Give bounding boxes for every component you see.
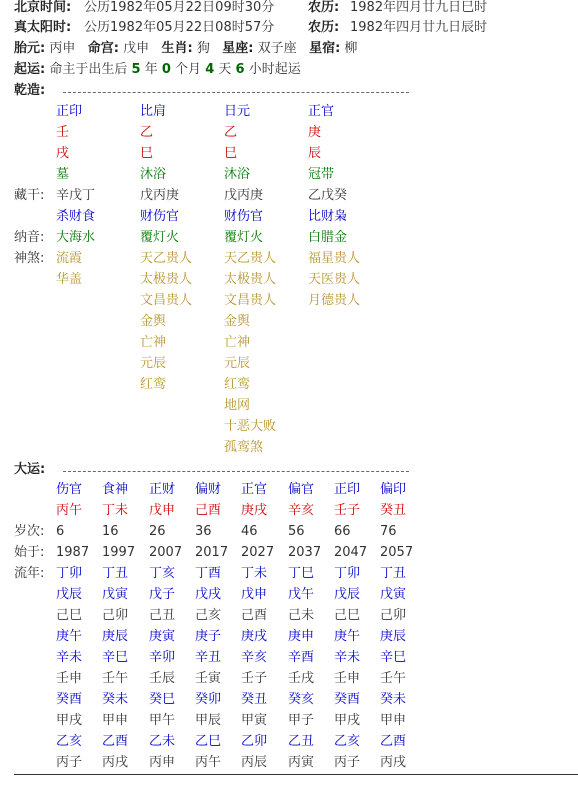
- pillar-canggan: 辛戊丁: [56, 188, 96, 203]
- qiyun-hours-unit: 小时起运: [248, 62, 301, 77]
- liunian-cell: 丙申: [149, 755, 176, 770]
- pillar-shensha-item: 华盖: [56, 272, 83, 287]
- liunian-cell: 己巳: [56, 608, 83, 623]
- liunian-cell: 癸卯: [195, 692, 222, 707]
- dayun-shishen: 偏官: [288, 482, 315, 497]
- shengxiao-value: 狗: [196, 41, 210, 56]
- liunian-cell: 甲戌: [56, 713, 83, 728]
- dayun-suici: 56: [288, 524, 305, 539]
- liunian-cell: 乙巳: [195, 734, 222, 749]
- xingzuo-label: 星座:: [222, 41, 254, 56]
- liunian-cell: 辛酉: [288, 650, 315, 665]
- pillar-gan: 庚: [308, 125, 322, 140]
- dayun-shishen: 正官: [241, 482, 268, 497]
- liunian-cell: 乙卯: [241, 734, 268, 749]
- dayun-shiyu: 2017: [195, 545, 229, 560]
- liunian-cell: 甲子: [288, 713, 315, 728]
- taiyuan-value: 丙申: [49, 41, 76, 56]
- liunian-cell: 乙亥: [334, 734, 361, 749]
- pillar-shensha-item: 金舆: [224, 314, 251, 329]
- liunian-cell: 丁未: [241, 566, 268, 581]
- liunian-label: 流年:: [14, 566, 45, 581]
- dayun-shiyu: 1997: [102, 545, 136, 560]
- liunian-cell: 甲申: [380, 713, 407, 728]
- liunian-cell: 壬午: [102, 671, 129, 686]
- liunian-cell: 戊寅: [380, 587, 407, 602]
- liunian-cell: 乙酉: [380, 734, 407, 749]
- liunian-cell: 癸亥: [288, 692, 315, 707]
- pillar-shensha-item: 金舆: [140, 314, 167, 329]
- liunian-cell: 辛丑: [195, 650, 222, 665]
- solar-time-label: 真太阳时:: [14, 20, 72, 35]
- dayun-shiyu: 2037: [288, 545, 322, 560]
- minggong-label: 命宫:: [87, 41, 119, 56]
- pillar-gan: 乙: [140, 125, 154, 140]
- pillar-shensha-item: 十恶大败: [224, 419, 277, 434]
- qiyun-label: 起运:: [14, 62, 46, 77]
- liunian-cell: 癸巳: [149, 692, 176, 707]
- qianzao-label: 乾造:: [14, 83, 46, 98]
- nayin-label: 纳音:: [14, 230, 45, 245]
- pillar-canggan: 戊丙庚: [140, 188, 180, 203]
- pillar-shishen: 日元: [224, 104, 251, 119]
- shiyu-label: 始于:: [14, 545, 45, 560]
- liunian-cell: 丁亥: [149, 566, 176, 581]
- minggong-value: 戊申: [123, 41, 150, 56]
- pillar-gan: 壬: [56, 125, 70, 140]
- liunian-cell: 庚寅: [149, 629, 176, 644]
- liunian-cell: 戊申: [241, 587, 268, 602]
- liunian-cell: 辛巳: [380, 650, 407, 665]
- pillar-zhi: 戌: [56, 146, 70, 161]
- qiyun-years: 5: [131, 62, 141, 77]
- dayun-shishen: 正印: [334, 482, 361, 497]
- dayun-suici: 16: [102, 524, 119, 539]
- liunian-cell: 辛巳: [102, 650, 129, 665]
- pillar-zhi: 巳: [140, 146, 154, 161]
- pillar-shensha-item: 红鸾: [140, 377, 167, 392]
- liunian-cell: 壬申: [56, 671, 83, 686]
- dayun-suici: 26: [149, 524, 166, 539]
- pillar-shensha-item: 文昌贵人: [224, 293, 277, 308]
- qiyun-months-unit: 个月: [175, 62, 202, 77]
- liunian-cell: 壬子: [241, 671, 268, 686]
- qianzao-divider: [63, 92, 409, 93]
- liunian-cell: 戊戌: [195, 587, 222, 602]
- pillar-shensha-item: 流霞: [56, 251, 83, 266]
- dayun-ganzhi: 丁未: [102, 503, 129, 518]
- liunian-cell: 庚戌: [241, 629, 268, 644]
- pillar-shensha-item: 天乙贵人: [140, 251, 193, 266]
- liunian-cell: 丙子: [56, 755, 83, 770]
- liunian-cell: 辛卯: [149, 650, 176, 665]
- pillar-shishen: 正官: [308, 104, 335, 119]
- liunian-cell: 己丑: [149, 608, 176, 623]
- dayun-shishen: 偏印: [380, 482, 407, 497]
- liunian-cell: 丙戌: [380, 755, 407, 770]
- pillar-changsheng: 沐浴: [140, 167, 167, 182]
- pillar-shensha-item: 太极贵人: [224, 272, 277, 287]
- liunian-cell: 丁酉: [195, 566, 222, 581]
- liunian-cell: 丁丑: [380, 566, 407, 581]
- liunian-cell: 戊午: [288, 587, 315, 602]
- liunian-cell: 甲辰: [195, 713, 222, 728]
- dayun-ganzhi: 丙午: [56, 503, 83, 518]
- liunian-cell: 丙辰: [241, 755, 268, 770]
- dayun-shiyu: 2027: [241, 545, 275, 560]
- liunian-cell: 己酉: [241, 608, 268, 623]
- pillar-shensha-item: 天乙贵人: [224, 251, 277, 266]
- liunian-cell: 乙酉: [102, 734, 129, 749]
- beijing-time-label: 北京时间:: [14, 0, 72, 15]
- liunian-cell: 丁卯: [334, 566, 361, 581]
- dayun-shishen: 偏财: [195, 482, 222, 497]
- liunian-cell: 丙子: [334, 755, 361, 770]
- qiyun-row: [14, 62, 301, 78]
- liunian-cell: 丁丑: [102, 566, 129, 581]
- canggan-label: 藏干:: [14, 188, 45, 203]
- dayun-shishen: 伤官: [56, 482, 83, 497]
- dayun-suici: 36: [195, 524, 212, 539]
- liunian-cell: 庚辰: [102, 629, 129, 644]
- pillar-nayin: 覆灯火: [140, 230, 180, 245]
- pillar-shensha-item: 太极贵人: [140, 272, 193, 287]
- dayun-label: 大运:: [14, 462, 46, 477]
- pillar-shensha-item: 天医贵人: [308, 272, 361, 287]
- liunian-cell: 癸酉: [334, 692, 361, 707]
- liunian-cell: 乙丑: [288, 734, 315, 749]
- qiyun-prefix: 命主于出生后: [49, 62, 128, 77]
- pillar-gan: 乙: [224, 125, 238, 140]
- pillar-shensha-item: 红鸾: [224, 377, 251, 392]
- dayun-suici: 6: [56, 524, 65, 539]
- liunian-cell: 庚辰: [380, 629, 407, 644]
- beijing-time-value: 公历1982年05月22日09时30分: [84, 0, 275, 15]
- liunian-cell: 癸酉: [56, 692, 83, 707]
- taiyuan-label: 胎元:: [14, 41, 46, 56]
- liunian-cell: 己卯: [102, 608, 129, 623]
- pillar-canggan: 乙戊癸: [308, 188, 348, 203]
- xingxiu-value: 柳: [344, 41, 358, 56]
- liunian-cell: 甲寅: [241, 713, 268, 728]
- pillar-shensha-item: 亡神: [224, 335, 251, 350]
- liunian-cell: 庚子: [195, 629, 222, 644]
- dayun-ganzhi: 壬子: [334, 503, 361, 518]
- qiyun-years-unit: 年: [144, 62, 158, 77]
- xingzuo-value: 双子座: [257, 41, 297, 56]
- liunian-cell: 乙亥: [56, 734, 83, 749]
- pillar-nayin: 白腊金: [308, 230, 348, 245]
- dayun-divider: [63, 471, 409, 472]
- pillar-shensha-item: 地网: [224, 398, 251, 413]
- qiyun-days: 4: [205, 62, 215, 77]
- pillar-shensha-item: 元辰: [224, 356, 251, 371]
- dayun-ganzhi: 癸丑: [380, 503, 407, 518]
- dayun-ganzhi: 庚戌: [241, 503, 268, 518]
- dayun-ganzhi: 己酉: [195, 503, 222, 518]
- pillar-canggan-shishen: 财伤官: [140, 209, 180, 224]
- liunian-cell: 癸未: [102, 692, 129, 707]
- qiyun-days-unit: 天: [218, 62, 232, 77]
- dayun-suici: 66: [334, 524, 351, 539]
- lunar-date-label: 农历:: [308, 0, 340, 15]
- liunian-cell: 戊辰: [56, 587, 83, 602]
- liunian-cell: 甲申: [102, 713, 129, 728]
- pillar-shensha-item: 福星贵人: [308, 251, 361, 266]
- liunian-cell: 辛未: [334, 650, 361, 665]
- liunian-cell: 癸丑: [241, 692, 268, 707]
- liunian-cell: 戊寅: [102, 587, 129, 602]
- pillar-canggan-shishen: 财伤官: [224, 209, 264, 224]
- pillar-shishen: 正印: [56, 104, 83, 119]
- dayun-ganzhi: 辛亥: [288, 503, 315, 518]
- liunian-cell: 壬辰: [149, 671, 176, 686]
- lunar-date-solar-label: 农历:: [308, 20, 340, 35]
- pillar-shishen: 比肩: [140, 104, 167, 119]
- dayun-shishen: 食神: [102, 482, 129, 497]
- pillar-nayin: 大海水: [56, 230, 96, 245]
- liunian-cell: 戊子: [149, 587, 176, 602]
- liunian-cell: 甲午: [149, 713, 176, 728]
- liunian-cell: 己未: [288, 608, 315, 623]
- pillar-zhi: 巳: [224, 146, 238, 161]
- dayun-ganzhi: 戊申: [149, 503, 176, 518]
- lunar-date-value: 1982年四月廿九日巳时: [350, 0, 488, 15]
- dayun-shiyu: 1987: [56, 545, 90, 560]
- liunian-cell: 丙寅: [288, 755, 315, 770]
- pillar-canggan-shishen: 比财枭: [308, 209, 348, 224]
- bottom-rule: [14, 774, 578, 775]
- shengxiao-label: 生肖:: [161, 41, 193, 56]
- liunian-cell: 丁卯: [56, 566, 83, 581]
- pillar-shensha-item: 文昌贵人: [140, 293, 193, 308]
- liunian-cell: 乙未: [149, 734, 176, 749]
- dayun-shiyu: 2047: [334, 545, 368, 560]
- pillar-shensha-item: 元辰: [140, 356, 167, 371]
- dayun-suici: 46: [241, 524, 258, 539]
- liunian-cell: 辛未: [56, 650, 83, 665]
- liunian-cell: 己巳: [334, 608, 361, 623]
- liunian-cell: 己卯: [380, 608, 407, 623]
- lunar-date-solar-value: 1982年四月廿九日辰时: [350, 20, 488, 35]
- pillar-zhi: 辰: [308, 146, 322, 161]
- liunian-cell: 丙午: [195, 755, 222, 770]
- liunian-cell: 壬寅: [195, 671, 222, 686]
- pillar-canggan: 戊丙庚: [224, 188, 264, 203]
- pillar-changsheng: 沐浴: [224, 167, 251, 182]
- liunian-cell: 庚申: [288, 629, 315, 644]
- pillar-shensha-item: 月德贵人: [308, 293, 361, 308]
- liunian-cell: 辛亥: [241, 650, 268, 665]
- liunian-cell: 庚午: [334, 629, 361, 644]
- pillar-nayin: 覆灯火: [224, 230, 264, 245]
- pillar-shensha-item: 亡神: [140, 335, 167, 350]
- pillar-canggan-shishen: 杀财食: [56, 209, 96, 224]
- liunian-cell: 壬午: [380, 671, 407, 686]
- liunian-cell: 甲戌: [334, 713, 361, 728]
- liunian-cell: 丙戌: [102, 755, 129, 770]
- solar-time-value: 公历1982年05月22日08时57分: [84, 20, 275, 35]
- xingxiu-label: 星宿:: [309, 41, 341, 56]
- liunian-cell: 壬申: [334, 671, 361, 686]
- dayun-shishen: 正财: [149, 482, 176, 497]
- dayun-shiyu: 2057: [380, 545, 414, 560]
- liunian-cell: 戊辰: [334, 587, 361, 602]
- info-row: [14, 41, 357, 57]
- pillar-changsheng: 冠带: [308, 167, 335, 182]
- shensha-label: 神煞:: [14, 251, 45, 266]
- liunian-cell: 庚午: [56, 629, 83, 644]
- liunian-cell: 丁巳: [288, 566, 315, 581]
- liunian-cell: 壬戌: [288, 671, 315, 686]
- pillar-shensha-item: 孤鸾煞: [224, 440, 264, 455]
- suici-label: 岁次:: [14, 524, 45, 539]
- liunian-cell: 己亥: [195, 608, 222, 623]
- qiyun-hours: 6: [235, 62, 245, 77]
- dayun-shiyu: 2007: [149, 545, 183, 560]
- dayun-suici: 76: [380, 524, 397, 539]
- pillar-changsheng: 墓: [56, 167, 70, 182]
- liunian-cell: 癸未: [380, 692, 407, 707]
- qiyun-months: 0: [161, 62, 171, 77]
